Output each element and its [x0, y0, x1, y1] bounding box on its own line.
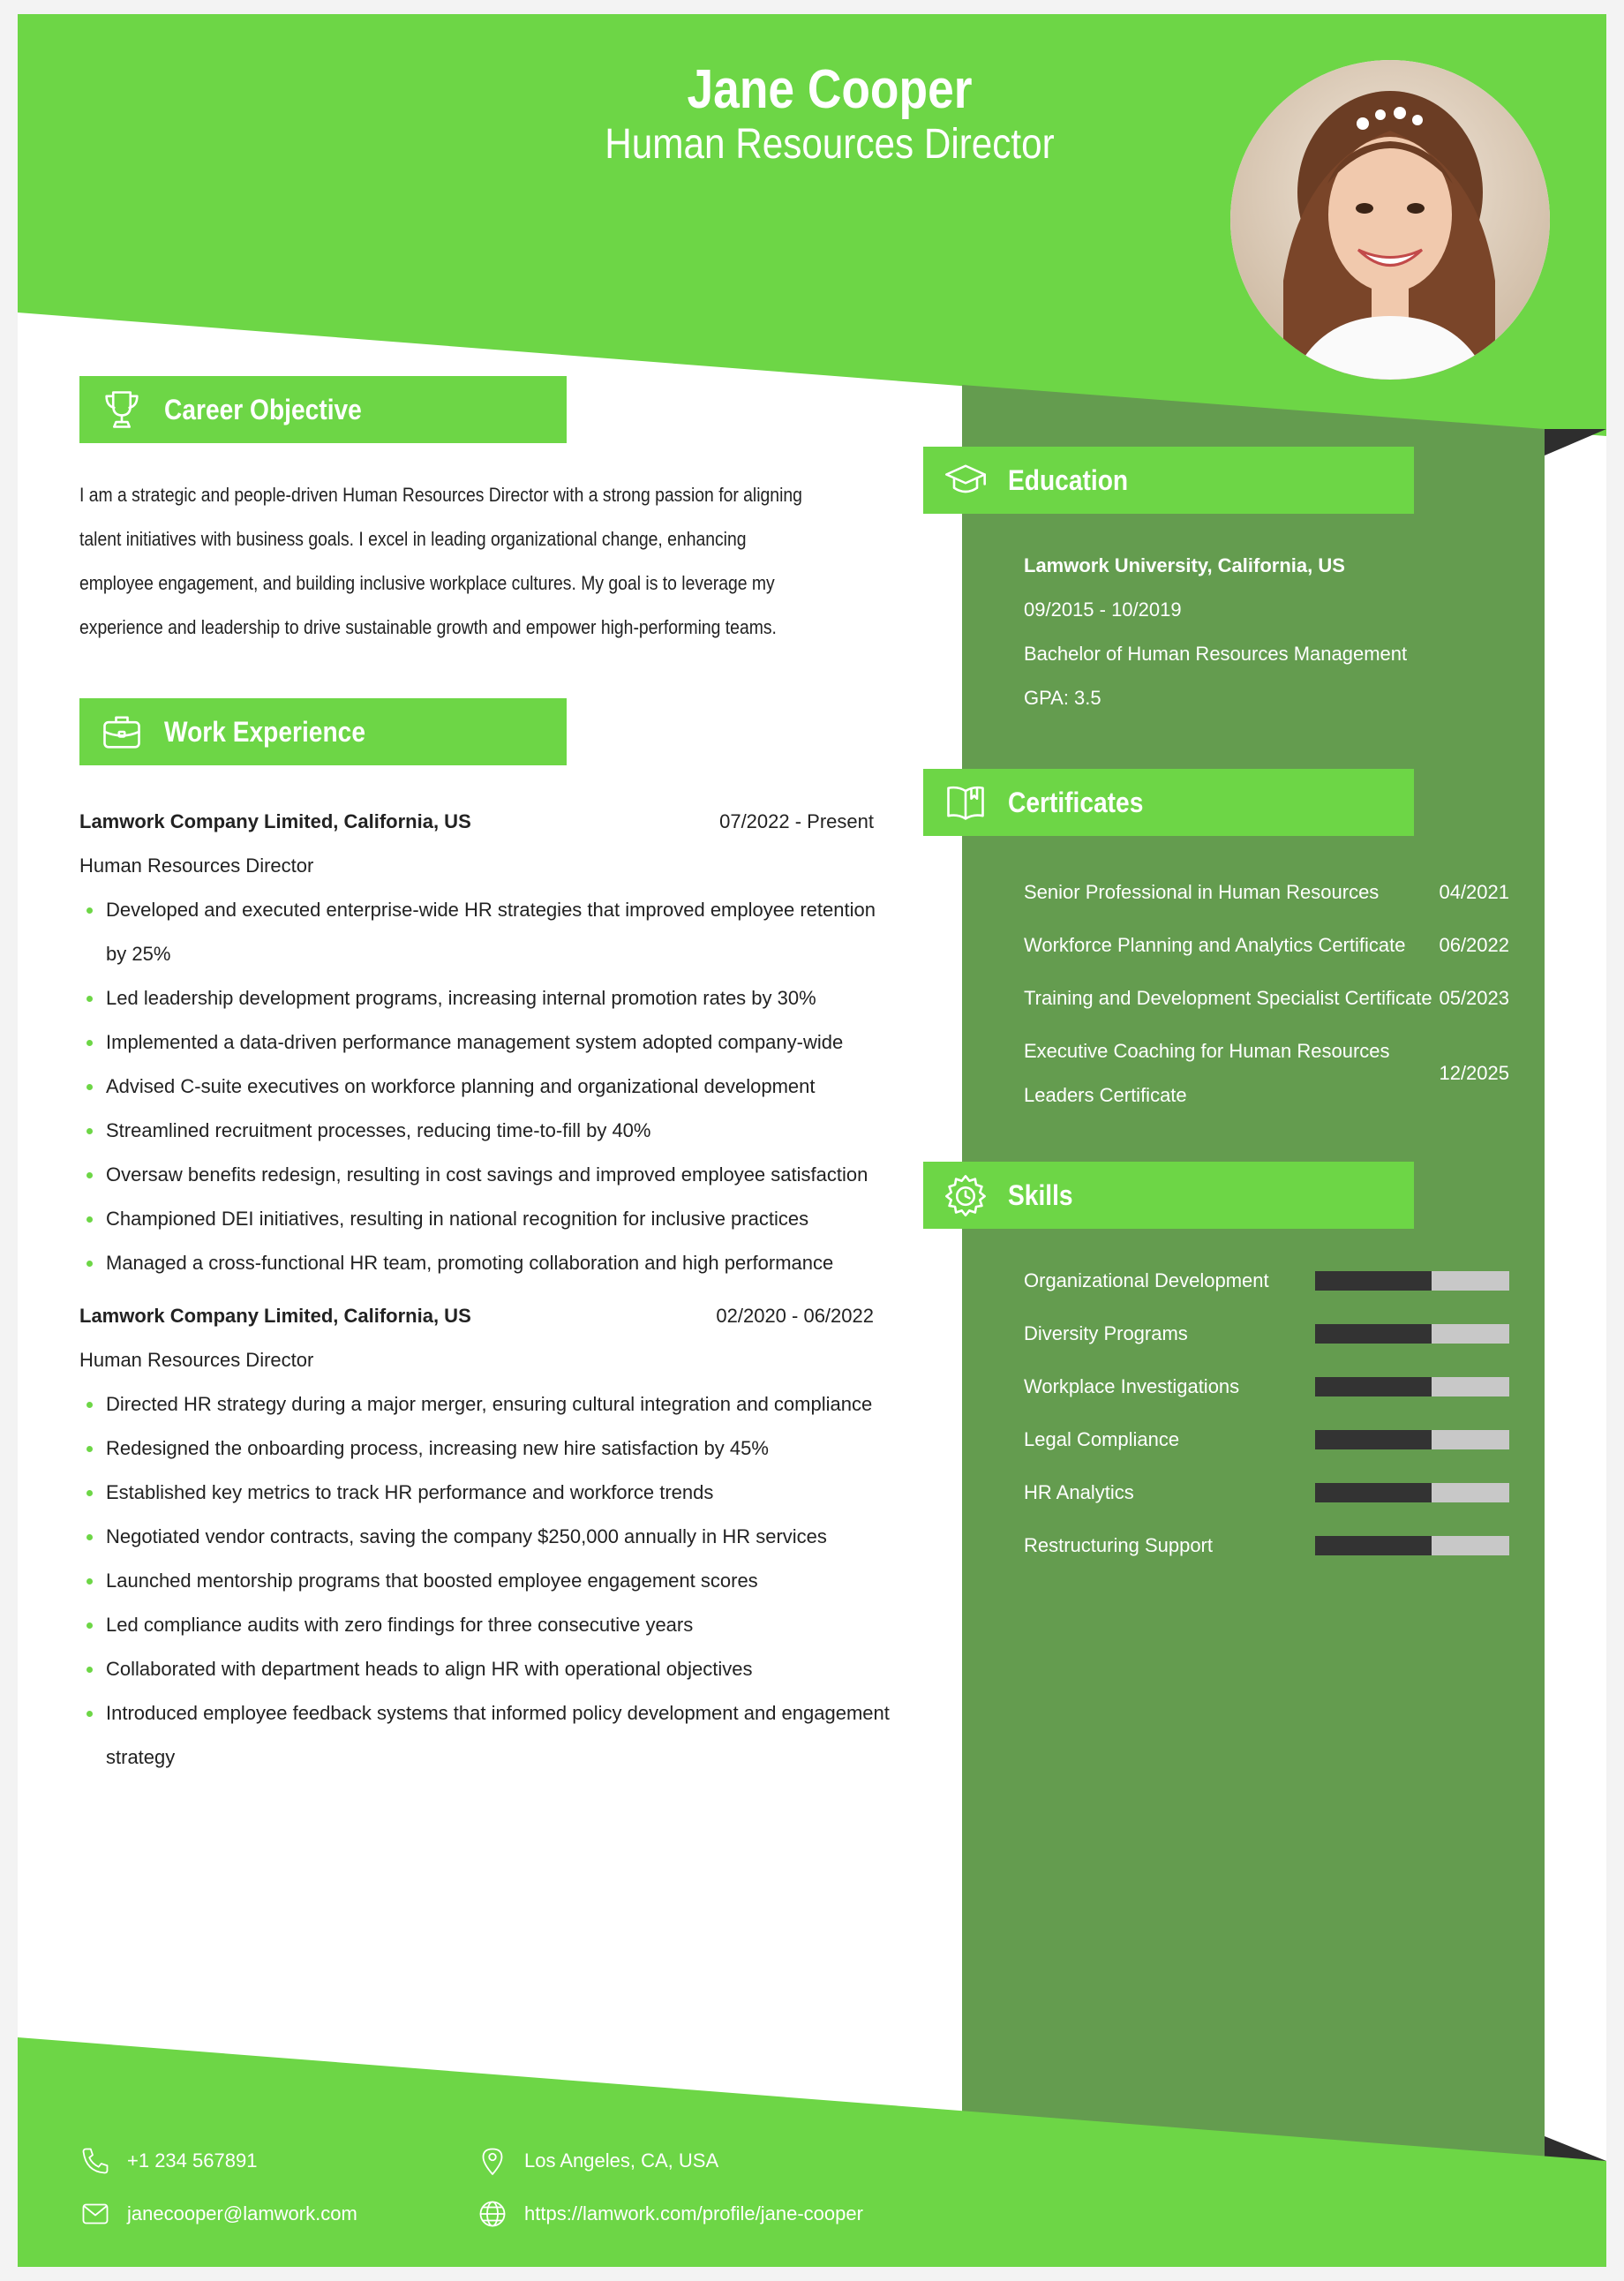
certificate-name: Executive Coaching for Human Resources Leaders Certificate [1024, 1040, 1390, 1106]
career-objective-text [79, 473, 864, 650]
skill-row [1024, 1524, 1509, 1568]
skill-bar [1315, 1324, 1509, 1344]
book-icon [923, 769, 1008, 836]
job-dates: 02/2020 - 06/2022 [716, 1305, 874, 1327]
education-degree: Bachelor of Human Resources Management [1024, 643, 1408, 665]
job-company: Lamwork Company Limited, California, US [79, 1305, 471, 1327]
certificate-date: 04/2021 [1439, 881, 1509, 903]
skill-row [1024, 1365, 1509, 1409]
location-pin-icon [477, 2145, 508, 2177]
skill-bar-fill [1315, 1324, 1432, 1344]
job-bullets [79, 1382, 900, 1780]
education-dates: 09/2015 - 10/2019 [1024, 598, 1182, 621]
skill-row [1024, 1312, 1509, 1356]
job-role: Human Resources Director [79, 1349, 314, 1371]
certificate-date: 06/2022 [1439, 934, 1509, 956]
job-role: Human Resources Director [79, 854, 314, 877]
skill-name: Organizational Development [1024, 1269, 1269, 1291]
objective-line: I am a strategic and people-driven Human Resources Director with a strong passion for aligning [79, 484, 802, 506]
email-text: janecooper@lamwork.com [127, 2202, 357, 2225]
skill-bar-fill [1315, 1483, 1432, 1502]
skill-name: Legal Compliance [1024, 1428, 1180, 1450]
objective-line: experience and leadership to drive sustainable growth and empower high-performing teams. [79, 616, 777, 638]
skill-bar-fill [1315, 1536, 1432, 1555]
education-heading: Education [923, 447, 1414, 514]
skill-bar [1315, 1377, 1509, 1396]
contact-website[interactable] [477, 2196, 863, 2232]
skill-bar [1315, 1430, 1509, 1449]
certificate-name: Senior Professional in Human Resources [1024, 881, 1380, 903]
list-item: Advised C-suite executives on workforce planning and organizational development [79, 1065, 900, 1109]
graduation-cap-icon [923, 447, 1008, 514]
skill-bar [1315, 1271, 1509, 1291]
list-item: Led leadership development programs, increasing internal promotion rates by 30% [79, 976, 900, 1020]
list-item: Introduced employee feedback systems that informed policy development and engagement strategy [79, 1691, 900, 1780]
list-item: Negotiated vendor contracts, saving the company $250,000 annually in HR services [79, 1515, 900, 1559]
list-item: Redesigned the onboarding process, increasing new hire satisfaction by 45% [79, 1427, 900, 1471]
skill-bar-fill [1315, 1377, 1432, 1396]
list-item: Managed a cross-functional HR team, promoting collaboration and high performance [79, 1241, 900, 1285]
objective-line: employee engagement, and building inclusive workplace cultures. My goal is to leverage my [79, 572, 775, 594]
resume-page [18, 14, 1606, 2267]
skill-row [1024, 1418, 1509, 1462]
skill-row [1024, 1471, 1509, 1515]
skill-name: HR Analytics [1024, 1481, 1134, 1503]
skill-name: Restructuring Support [1024, 1534, 1213, 1556]
skill-bar-fill [1315, 1430, 1432, 1449]
list-item: Streamlined recruitment processes, reducing time-to-fill by 40% [79, 1109, 900, 1153]
job-bullets [79, 888, 900, 1285]
email-icon [79, 2198, 111, 2230]
education-school: Lamwork University, California, US [1024, 554, 1345, 576]
list-item: Directed HR strategy during a major merger, ensuring cultural integration and compliance [79, 1382, 900, 1427]
list-item: Led compliance audits with zero findings for three consecutive years [79, 1603, 900, 1647]
skill-row [1024, 1259, 1509, 1303]
skill-name: Workplace Investigations [1024, 1375, 1240, 1397]
list-item: Developed and executed enterprise-wide HR strategies that improved employee retention by 25% [79, 888, 900, 976]
list-item: Championed DEI initiatives, resulting in national recognition for inclusive practices [79, 1197, 900, 1241]
location-text: Los Angeles, CA, USA [524, 2149, 719, 2172]
skill-name: Diversity Programs [1024, 1322, 1188, 1344]
certificate-date: 12/2025 [1439, 1062, 1509, 1084]
trophy-icon [79, 376, 164, 443]
contact-phone[interactable] [79, 2143, 257, 2179]
skill-bar [1315, 1483, 1509, 1502]
certificate-name: Workforce Planning and Analytics Certificate [1024, 934, 1406, 956]
gear-clock-icon [923, 1162, 1008, 1229]
skills-heading: Skills [923, 1162, 1414, 1229]
career-objective-heading: Career Objective [79, 376, 567, 443]
globe-icon [477, 2198, 508, 2230]
job-header [79, 1294, 874, 1338]
candidate-title: Human Resources Director [605, 121, 1055, 168]
certificate-date: 05/2023 [1439, 987, 1509, 1009]
list-item: Implemented a data-driven performance management system adopted company-wide [79, 1020, 900, 1065]
list-item: Collaborated with department heads to align HR with operational objectives [79, 1647, 900, 1691]
job-dates: 07/2022 - Present [719, 810, 874, 832]
phone-text: +1 234 567891 [127, 2149, 258, 2172]
list-item: Launched mentorship programs that boosted employee engagement scores [79, 1559, 900, 1603]
work-experience-heading: Work Experience [79, 698, 567, 765]
contact-location [477, 2143, 718, 2179]
candidate-name: Jane Cooper [687, 59, 973, 120]
briefcase-icon [79, 698, 164, 765]
job-company: Lamwork Company Limited, California, US [79, 810, 471, 832]
profile-photo [1230, 60, 1550, 380]
list-item: Established key metrics to track HR performance and workforce trends [79, 1471, 900, 1515]
certificates-heading: Certificates [923, 769, 1414, 836]
objective-line: talent initiatives with business goals. I excel in leading organizational change, enhancing [79, 528, 747, 550]
contact-email[interactable] [79, 2196, 357, 2232]
certificate-name: Training and Development Specialist Certificate [1024, 987, 1432, 1009]
education-details [1024, 544, 1407, 720]
job-header [79, 800, 874, 844]
sidebar-fold-top [1545, 429, 1606, 455]
phone-icon [79, 2145, 111, 2177]
website-link[interactable]: https://lamwork.com/profile/jane-cooper [524, 2202, 863, 2225]
education-gpa: GPA: 3.5 [1024, 687, 1101, 709]
list-item: Oversaw benefits redesign, resulting in cost savings and improved employee satisfaction [79, 1153, 900, 1197]
skill-bar-fill [1315, 1271, 1432, 1291]
skill-bar [1315, 1536, 1509, 1555]
